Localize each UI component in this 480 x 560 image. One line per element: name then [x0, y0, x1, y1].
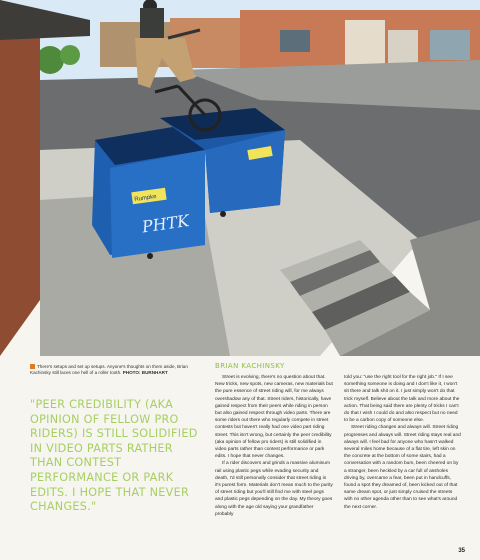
dumpster-front [92, 125, 205, 259]
paragraph: Street riding changes and always will. Street riding progresses and always will. Street riding stays real and always will. I feel bad for anyone who hasn't walked several miles home because of a flat tire, left skin on the concrete at the bottom of some stairs, had a conversation with a random bum, been cheered on by a stranger, been heckled by a car full of assholes driving by, overcame a fear, been put in handcuffs, found a spot they dreamed of, been kicked out of that same dream spot, or just simply cruised the streets with no other agenda other than to see what's around the next corner. [344, 425, 461, 510]
page-number: 35 [458, 548, 465, 554]
svg-text:Rumpke: Rumpke [134, 193, 157, 204]
caption-text: There's setups and set up setups. Anyone's thoughts on them aside, Brian Kachinsky still laces one hell of a roller tooth. [30, 364, 188, 376]
photo-caption [30, 364, 200, 377]
caption-bullet-icon [30, 364, 35, 369]
article-column-1 [215, 374, 333, 518]
pull-quote: "PEER CREDIBILITY (AKA OPINION OF FELLOW PRO RIDERS) IS STILL SOLIDIFIED IN VIDEO PARTS RATHER THAN CONTEST PERFORMANCE OR PARK EDITS. I HOPE THAT NEVER CHANGES." [30, 398, 198, 514]
article-column-2 [344, 374, 462, 511]
svg-text:PHTK: PHTK [140, 211, 191, 237]
paragraph: Street is evolving, there's no question about that. New tricks, new spots, new cameras, new materials but the pure essence of street riding will, for me always overshadow any of that. Street riders, historically, have gained respect from their peers while riding in person but also gained respect through video parts. There are some riders out there who regularly compete in street contests but haven't really had one video part riding street. This isn't wrong, but certainly the peer credibility (aka opinion of fellow pro riders) is still solidified in video parts rather than contest performance or park edits. I hope that never changes. [215, 375, 333, 460]
photo-credit: PHOTO: BURNHART [122, 370, 168, 376]
paragraph: If a rider discovers and grinds a massive aluminum rail using plastic pegs while evading security and death, I'd still personally consider that street riding in it's purest form. Materials don't mean much to the purity of street riding but you'll still find me with steel pegs and plastic pegs depending on the day. My theory goes along with the age old saying your grandfather probably [215, 461, 333, 517]
paragraph: told you: "use the right tool for the right job." If I see something someone is doing and I don't like it, I won't sit there and talk shit on it. I just simply won't do that trick myself. Believe about the talk and more about the action. That being said there are plenty of tricks I can't do that I wish I could do and also respect but no need to be a carbon copy of someone else. [344, 375, 460, 424]
brick-wall [0, 0, 40, 356]
article-byline: BRIAN KACHINSKY [215, 362, 285, 370]
